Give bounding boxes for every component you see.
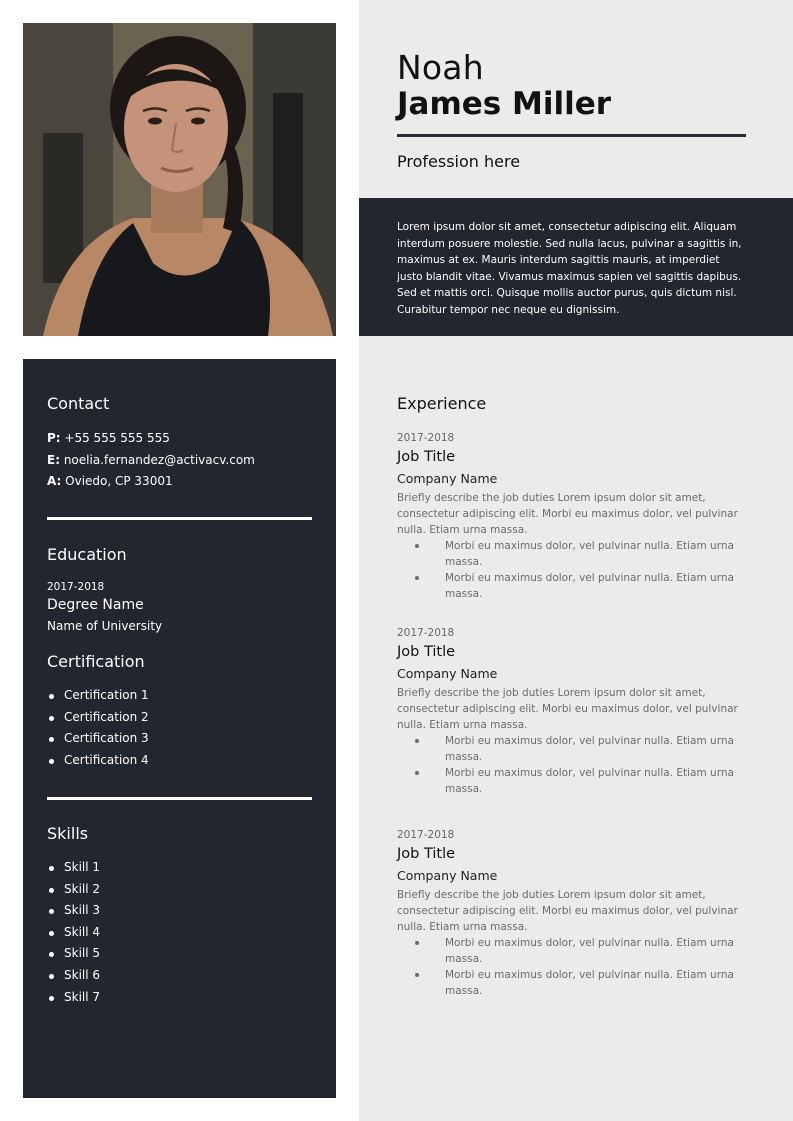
job-entry [397, 430, 747, 602]
header-divider [397, 134, 746, 137]
education-heading: Education [47, 545, 127, 564]
sidebar-panel [23, 359, 336, 1098]
profile-photo [23, 23, 336, 336]
company-name: Company Name [397, 868, 498, 883]
email-label: E: [47, 453, 60, 467]
company-name: Company Name [397, 666, 498, 681]
job-date: 2017-2018 [397, 627, 455, 639]
job-title: Job Title [397, 644, 456, 660]
job-title: Job Title [397, 846, 456, 862]
skill-item: Skill 2 [47, 879, 100, 901]
education-date: 2017-2018 [47, 581, 105, 593]
job-bullet: Morbi eu maximus dolor, vel pulvinar nulla. Etiam urna massa. [397, 570, 747, 602]
sidebar-divider [47, 517, 312, 520]
job-bullet-list [397, 935, 747, 999]
skill-item: Skill 5 [47, 943, 100, 965]
email-value: noelia.fernandez@activacv.com [63, 453, 255, 467]
phone-label: P: [47, 431, 61, 445]
job-description: Briefly describe the job duties Lorem ipsum dolor sit amet, consectetur adipiscing elit. Morbi eu maximus dolor, vel pulvinar nulla. Etiam urna massa. [397, 687, 738, 731]
job-entry [397, 827, 747, 999]
skills-heading: Skills [47, 824, 89, 843]
job-bullet-list [397, 733, 747, 797]
skill-item: Skill 7 [47, 987, 100, 1009]
contact-email [47, 453, 255, 467]
address-value: Oviedo, CP 33001 [65, 474, 173, 488]
company-name: Company Name [397, 471, 498, 486]
skill-item: Skill 6 [47, 965, 100, 987]
portrait-image [23, 23, 336, 336]
job-bullet: Morbi eu maximus dolor, vel pulvinar nulla. Etiam urna massa. [397, 935, 747, 967]
certification-item: Certification 3 [47, 728, 149, 750]
profession: Profession here [397, 152, 521, 171]
job-date: 2017-2018 [397, 432, 455, 444]
certification-list [47, 685, 149, 771]
summary-text: Lorem ipsum dolor sit amet, consectetur adipiscing elit. Aliquam interdum posuere molestie. Sed nulla lacus, pulvinar a sagittis in, maximus at ex. Mauris interdum sagittis mauris, at imperdiet justo blandit vitae. Vivamus maximus sapien vel sagittis dapibus. Sed et mattis orci. Quisque mollis auctor purus, quis dictum nisl. Curabitur tempor nec neque eu dignissim. [397, 221, 742, 316]
job-bullet: Morbi eu maximus dolor, vel pulvinar nulla. Etiam urna massa. [397, 765, 747, 797]
job-title: Job Title [397, 449, 456, 465]
contact-phone [47, 431, 170, 445]
job-description: Briefly describe the job duties Lorem ipsum dolor sit amet, consectetur adipiscing elit. Morbi eu maximus dolor, vel pulvinar nulla. Etiam urna massa. [397, 492, 738, 536]
skills-list [47, 857, 100, 1008]
job-entry [397, 625, 747, 797]
skill-item: Skill 4 [47, 922, 100, 944]
job-description: Briefly describe the job duties Lorem ipsum dolor sit amet, consectetur adipiscing elit. Morbi eu maximus dolor, vel pulvinar nulla. Etiam urna massa. [397, 889, 738, 933]
degree-name: Degree Name [47, 597, 144, 613]
skill-item: Skill 3 [47, 900, 100, 922]
certification-item: Certification 2 [47, 707, 149, 729]
job-date: 2017-2018 [397, 829, 455, 841]
job-bullet: Morbi eu maximus dolor, vel pulvinar nulla. Etiam urna massa. [397, 733, 747, 765]
last-name: James Miller [397, 86, 612, 122]
sidebar-divider [47, 797, 312, 800]
phone-value: +55 555 555 555 [64, 431, 170, 445]
job-bullet-list [397, 538, 747, 602]
job-bullet: Morbi eu maximus dolor, vel pulvinar nulla. Etiam urna massa. [397, 538, 747, 570]
first-name: Noah [397, 48, 484, 87]
experience-heading: Experience [397, 394, 487, 413]
university-name: Name of University [47, 619, 163, 633]
certification-item: Certification 1 [47, 685, 149, 707]
certification-heading: Certification [47, 652, 145, 671]
address-label: A: [47, 474, 62, 488]
contact-heading: Contact [47, 394, 110, 413]
certification-item: Certification 4 [47, 750, 149, 772]
skill-item: Skill 1 [47, 857, 100, 879]
contact-address [47, 474, 173, 488]
job-bullet: Morbi eu maximus dolor, vel pulvinar nulla. Etiam urna massa. [397, 967, 747, 999]
